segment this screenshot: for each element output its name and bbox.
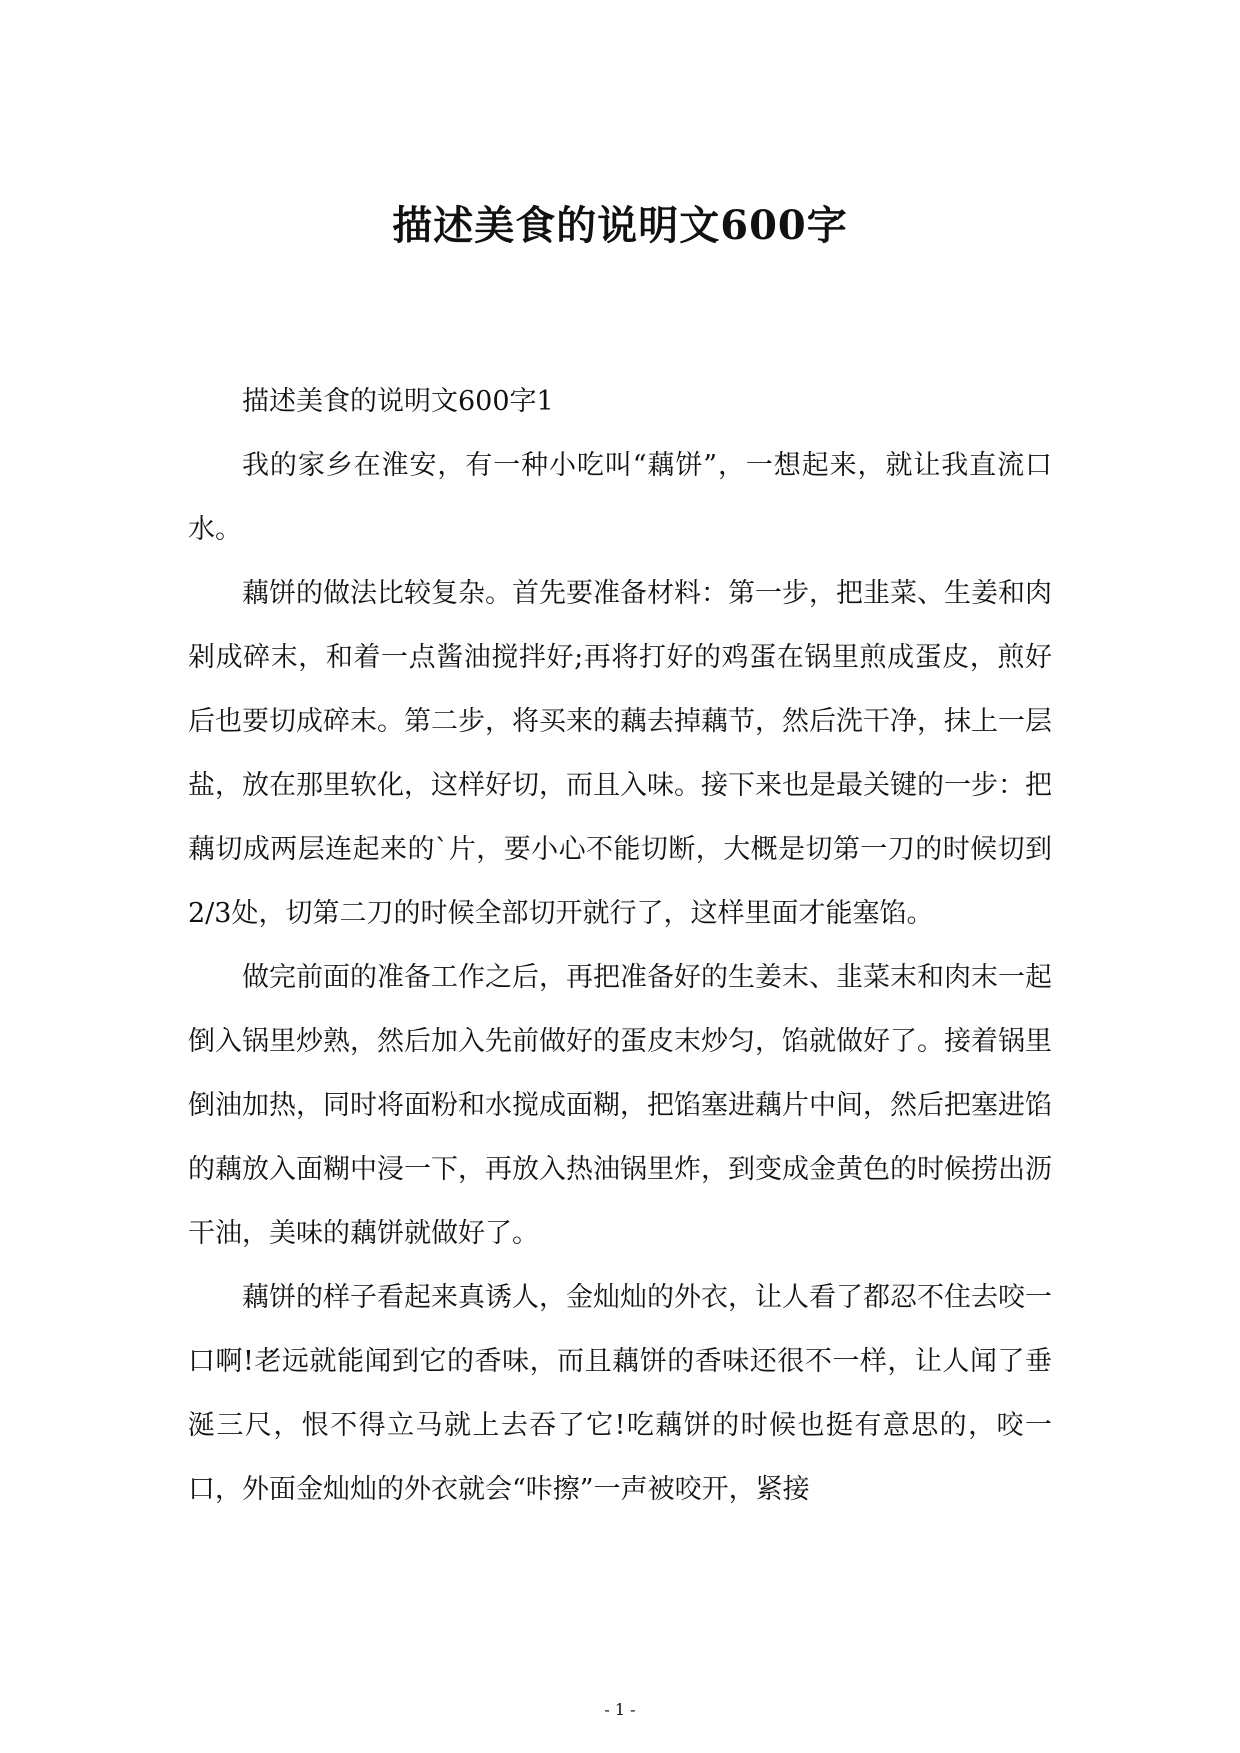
paragraph: 藕饼的做法比较复杂。首先要准备材料：第一步，把韭菜、生姜和肉剁成碎末，和着一点酱油搅拌好;再将打好的鸡蛋在锅里煎成蛋皮，煎好后也要切成碎末。第二步，将买来的藕去掉藕节，然后洗干净，抹上一层盐，放在那里软化，这样好切，而且入味。接下来也是最关键的一步：把藕切成两层连起来的`片，要小心不能切断，大概是切第一刀的时候切到2/3处，切第二刀的时候全部切开就行了，这样里面才能塞馅。 xyxy=(188,578,1052,929)
paragraph: 藕饼的样子看起来真诱人，金灿灿的外衣，让人看了都忍不住去咬一口啊!老远就能闻到它的香味，而且藕饼的香味还很不一样，让人闻了垂涎三尺，恨不得立马就上去吞了它!吃藕饼的时候也挺有意思的，咬一口，外面金灿灿的外衣就会“咔擦”一声被咬开，紧接 xyxy=(188,1282,1052,1505)
paragraph: 我的家乡在淮安，有一种小吃叫“藕饼”，一想起来，就让我直流口水。 xyxy=(188,450,1052,545)
section-heading: 描述美食的说明文600字1 xyxy=(242,386,554,417)
page-number: - 1 - xyxy=(604,1700,636,1719)
document-title: 描述美食的说明文600字 xyxy=(392,202,848,249)
paragraph: 做完前面的准备工作之后，再把准备好的生姜末、韭菜末和肉末一起倒入锅里炒熟，然后加入先前做好的蛋皮末炒匀，馅就做好了。接着锅里倒油加热，同时将面粉和水搅成面糊，把馅塞进藕片中间，然后把塞进馅的藕放入面糊中浸一下，再放入热油锅里炸，到变成金黄色的时候捞出沥干油，美味的藕饼就做好了。 xyxy=(188,962,1052,1249)
document-body xyxy=(188,370,1052,1522)
